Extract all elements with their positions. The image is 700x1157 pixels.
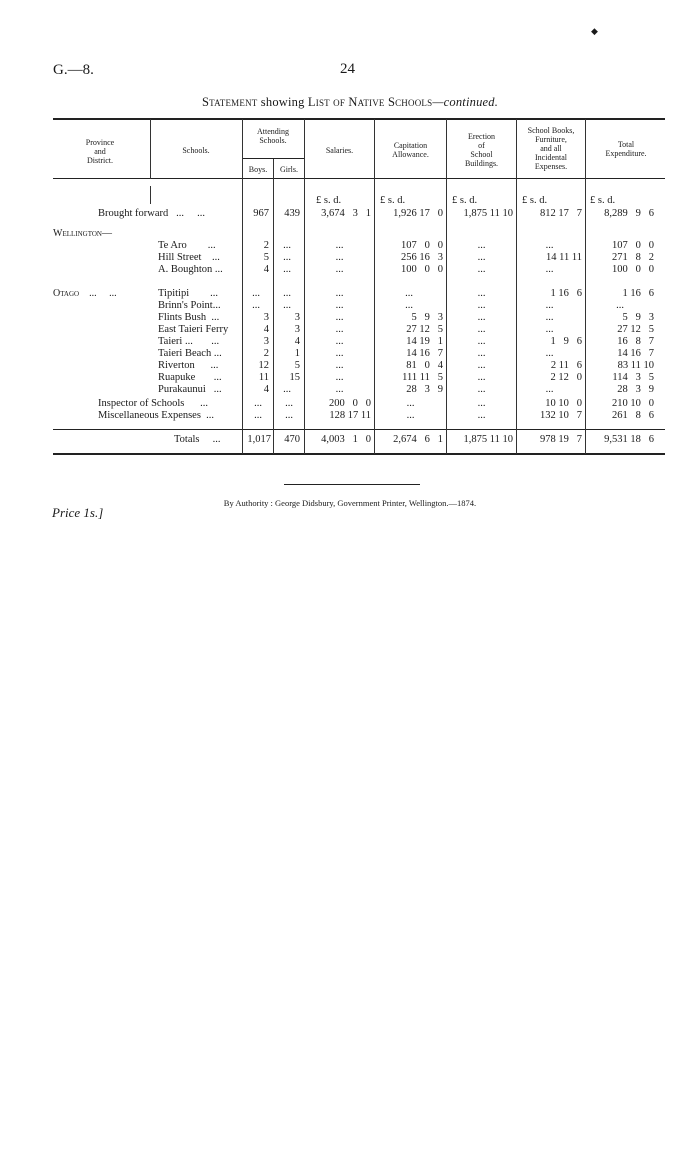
cell-capitation: 14 19 1: [406, 336, 443, 347]
cell-total: 1 16 6: [622, 288, 654, 299]
cell-capitation: 256 16 3: [401, 252, 443, 263]
cell-salaries: ...: [335, 252, 344, 263]
cell-school: Brinn's Point...: [158, 300, 221, 311]
cell-boys: 12: [258, 360, 269, 371]
cell-capitation: 2,674 6 1: [393, 434, 443, 445]
cell-girls: ...: [283, 300, 291, 311]
header-erection: Erection of School Buildings.: [464, 132, 499, 168]
cell-school: Flints Bush ...: [158, 312, 220, 323]
cell-books: 10 10 0: [545, 398, 582, 409]
cell-capitation: 14 16 7: [406, 348, 443, 359]
title-part: —continued.: [432, 95, 499, 109]
cell-salaries: ...: [335, 300, 344, 311]
cell-school: Riverton ...: [158, 360, 219, 371]
row-label: Inspector of Schools ...: [98, 398, 208, 409]
cell-girls: ...: [285, 398, 293, 409]
cell-salaries: ...: [335, 240, 344, 251]
cell-erection: ...: [477, 336, 486, 347]
header-capitation: Capitation Allowance.: [392, 141, 429, 159]
cell-total: 271 8 2: [612, 252, 654, 263]
currency-unit: £ s. d.: [316, 195, 342, 206]
header-attending: Attending Schools.: [257, 127, 289, 145]
cell-total: ...: [616, 300, 624, 311]
cell-salaries: ...: [335, 384, 344, 395]
cell-school: Hill Street ...: [158, 252, 220, 263]
currency-unit: £ s. d.: [452, 195, 478, 206]
cell-boys: 2: [263, 348, 269, 359]
cell-girls: ...: [283, 252, 291, 263]
cell-total: 100 0 0: [612, 264, 654, 275]
currency-unit: £ s. d.: [522, 195, 548, 206]
cell-capitation: ...: [405, 288, 413, 299]
cell-girls: 3: [294, 324, 300, 335]
cell-books: 1 16 6: [550, 288, 582, 299]
col-divider: [150, 119, 151, 179]
table-top-rule: [53, 118, 665, 120]
table-bottom-rule: [53, 453, 665, 455]
cell-salaries: 128 17 11: [329, 410, 371, 421]
cell-school: A. Boughton ...: [158, 264, 223, 275]
cell-erection: ...: [477, 264, 486, 275]
cell-total: 114 3 5: [612, 372, 654, 383]
price-label: Price 1s.]: [52, 505, 104, 520]
title-part: List of Native Schools: [307, 95, 433, 109]
cell-total: 210 10 0: [612, 398, 654, 409]
cell-salaries: ...: [335, 264, 344, 275]
cell-capitation: 111 11 5: [402, 372, 443, 383]
cell-girls: ...: [283, 240, 291, 251]
cell-salaries: ...: [335, 372, 344, 383]
header-total: Total Expenditure.: [605, 140, 647, 158]
cell-salaries: 200 0 0: [329, 398, 371, 409]
cell-erection: ...: [477, 288, 486, 299]
cell-erection: ...: [477, 252, 486, 263]
cell-capitation: 81 0 4: [406, 360, 443, 371]
cell-books: ...: [545, 324, 554, 335]
cell-boys: 4: [263, 324, 269, 335]
cell-erection: ...: [477, 398, 486, 409]
cell-school: Taieri Beach ...: [158, 348, 222, 359]
header-salaries: Salaries.: [325, 146, 354, 155]
cell-erection: 1,875 11 10: [463, 208, 513, 219]
footer-rule: [284, 484, 420, 485]
cell-books: ...: [545, 312, 554, 323]
cell-boys: ...: [252, 300, 260, 311]
stray-mark: ◆: [591, 26, 598, 36]
cell-boys: 3: [263, 312, 269, 323]
cell-girls: ...: [283, 288, 291, 299]
cell-total: 83 11 10: [617, 360, 654, 371]
cell-boys: ...: [254, 398, 262, 409]
cell-school: Tipitipi ...: [158, 288, 219, 299]
page-number: 24: [340, 61, 355, 77]
row-label: Miscellaneous Expenses ...: [98, 410, 215, 421]
cell-girls: ...: [285, 410, 293, 421]
cell-school: East Taieri Ferry: [158, 324, 229, 335]
cell-books: ...: [545, 300, 554, 311]
cell-salaries: 3,674 3 1: [321, 208, 371, 219]
cell-total: 16 8 7: [617, 336, 654, 347]
cell-girls: 3: [294, 312, 300, 323]
cell-books: 132 10 7: [540, 410, 582, 421]
cell-capitation: ...: [406, 410, 415, 421]
cell-girls: 15: [289, 372, 300, 383]
cell-salaries: ...: [335, 360, 344, 371]
cell-total: 14 16 7: [617, 348, 654, 359]
cell-boys: 1,017: [247, 434, 271, 445]
cell-school: Taieri ... ...: [158, 336, 220, 347]
cell-salaries: ...: [335, 288, 344, 299]
cell-books: 2 11 6: [550, 360, 582, 371]
cell-boys: 5: [263, 252, 269, 263]
cell-salaries: ...: [335, 312, 344, 323]
cell-capitation: ...: [406, 398, 415, 409]
cell-total: 5 9 3: [622, 312, 654, 323]
cell-capitation: 27 12 5: [406, 324, 443, 335]
cell-school: Purakaunui ...: [158, 384, 222, 395]
header-boys: Boys.: [248, 165, 268, 174]
col-divider: [150, 186, 151, 204]
cell-erection: 1,875 11 10: [463, 434, 513, 445]
cell-total: 8,289 9 6: [604, 208, 654, 219]
cell-erection: ...: [477, 348, 486, 359]
cell-girls: ...: [283, 384, 291, 395]
table-title: [0, 95, 700, 110]
cell-erection: ...: [477, 300, 486, 311]
title-part: Statement: [201, 95, 258, 109]
cell-capitation: 28 3 9: [406, 384, 443, 395]
cell-total: 28 3 9: [617, 384, 654, 395]
cell-erection: ...: [477, 372, 486, 383]
header-province: Province and District.: [85, 138, 115, 165]
cell-capitation: 1,926 17 0: [393, 208, 443, 219]
province-otago: Otago ... ...: [53, 288, 117, 299]
document-reference: G.—8.: [53, 62, 94, 78]
header-girls: Girls.: [280, 165, 298, 174]
cell-salaries: ...: [335, 336, 344, 347]
cell-capitation: ...: [405, 300, 413, 311]
cell-salaries: ...: [335, 324, 344, 335]
cell-total: 107 0 0: [612, 240, 654, 251]
header-bottom-rule: [53, 178, 665, 179]
currency-unit: £ s. d.: [590, 195, 616, 206]
cell-salaries: 4,003 1 0: [321, 434, 371, 445]
cell-boys: 4: [263, 264, 269, 275]
cell-erection: ...: [477, 360, 486, 371]
cell-erection: ...: [477, 324, 486, 335]
cell-school: Te Aro ...: [158, 240, 216, 251]
cell-total: 27 12 5: [617, 324, 654, 335]
brought-forward-label: Brought forward ... ...: [98, 208, 206, 219]
cell-books: 14 11 11: [546, 252, 582, 263]
cell-books: ...: [545, 240, 554, 251]
cell-girls: ...: [283, 264, 291, 275]
cell-boys: 2: [263, 240, 269, 251]
cell-books: ...: [545, 264, 554, 275]
cell-books: 2 12 0: [550, 372, 582, 383]
cell-erection: ...: [477, 240, 486, 251]
title-part: showing: [257, 95, 308, 109]
header-schools: Schools.: [182, 146, 210, 155]
cell-girls: 5: [294, 360, 300, 371]
cell-boys: ...: [254, 410, 262, 421]
cell-boys: 4: [263, 384, 269, 395]
cell-books: 1 9 6: [550, 336, 582, 347]
cell-erection: ...: [477, 384, 486, 395]
cell-books: 812 17 7: [540, 208, 582, 219]
cell-total: 261 8 6: [612, 410, 654, 421]
currency-unit: £ s. d.: [380, 195, 406, 206]
cell-girls: 470: [284, 434, 300, 445]
header-books: School Books, Furniture, and all Incidental Expenses.: [527, 126, 575, 171]
cell-boys: 967: [253, 208, 269, 219]
cell-boys: 11: [258, 372, 269, 383]
cell-books: 978 19 7: [540, 434, 582, 445]
cell-boys: ...: [252, 288, 260, 299]
cell-capitation: 100 0 0: [401, 264, 443, 275]
totals-label: Totals ...: [174, 434, 221, 445]
cell-capitation: 5 9 3: [411, 312, 443, 323]
cell-school: Ruapuke ...: [158, 372, 222, 383]
totals-top-rule: [53, 429, 665, 430]
cell-girls: 1: [294, 348, 300, 359]
cell-erection: ...: [477, 410, 486, 421]
cell-salaries: ...: [335, 348, 344, 359]
cell-girls: 4: [294, 336, 300, 347]
cell-erection: ...: [477, 312, 486, 323]
cell-books: ...: [545, 348, 554, 359]
cell-boys: 3: [263, 336, 269, 347]
cell-girls: 439: [284, 208, 300, 219]
authority-line: By Authority : George Didsbury, Government Printer, Wellington.—1874.: [223, 498, 477, 508]
province-wellington: Wellington—: [53, 228, 112, 239]
cell-capitation: 107 0 0: [401, 240, 443, 251]
cell-total: 9,531 18 6: [604, 434, 654, 445]
cell-books: ...: [545, 384, 554, 395]
